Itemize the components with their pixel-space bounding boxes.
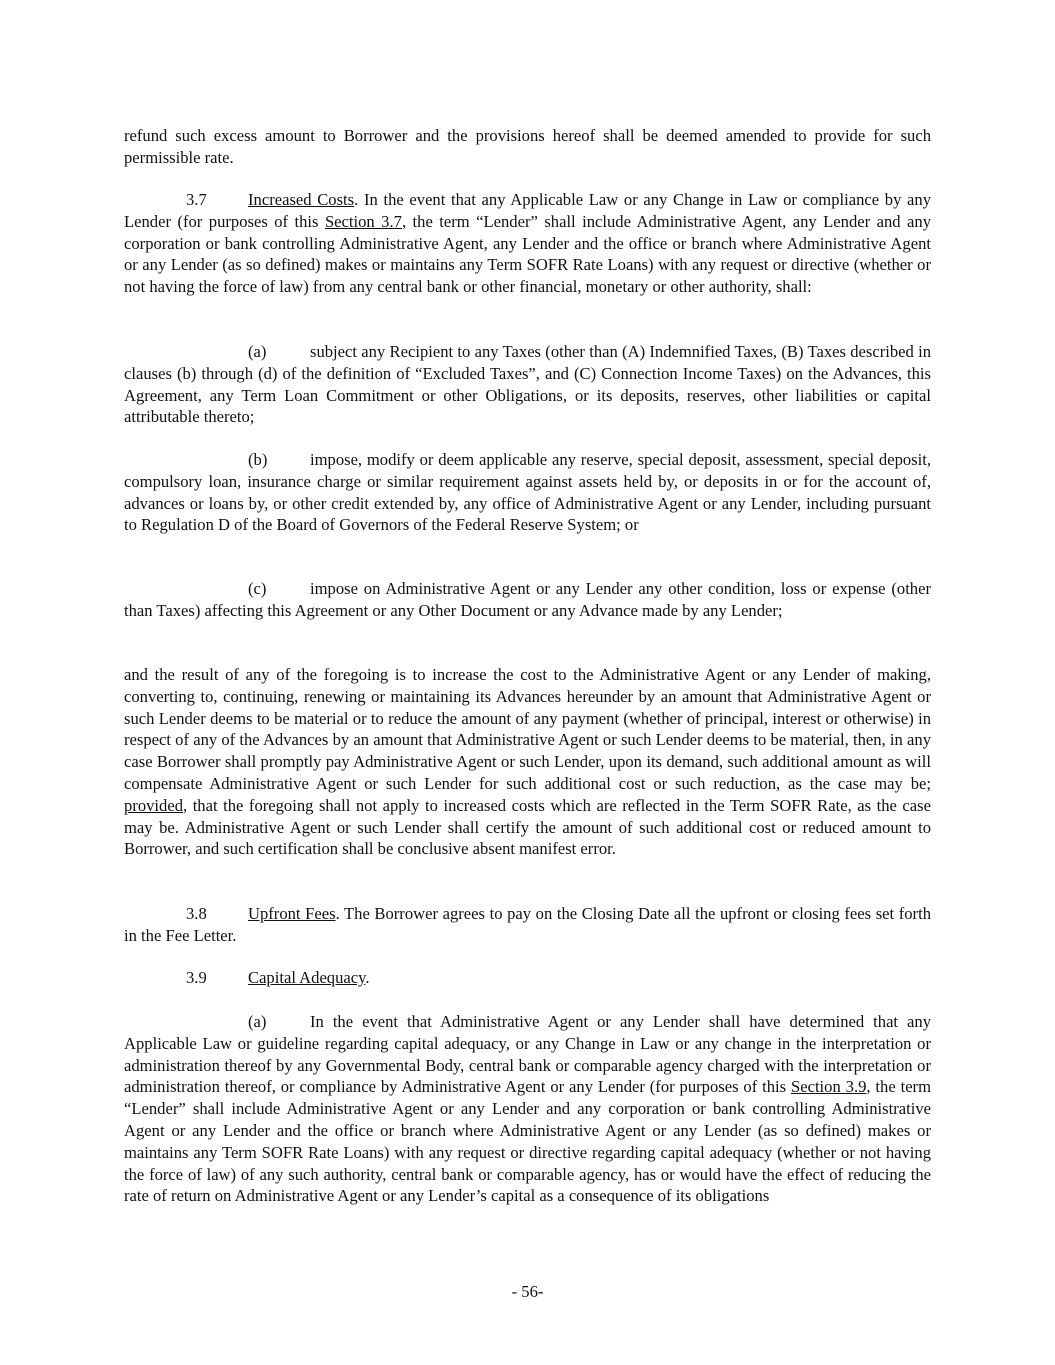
clause-label: (a) <box>248 342 267 361</box>
clause-text: In the event that Administrative Agent or any Lender shall have determined that any Applicable Law or guideline regarding capital adequacy, or any Change in Law or any change in the interpretation or administration thereof by any Governmental Body, central bank or comparable agency charged with the interpretation or administration thereof, or compliance by Administrative Agent or any Lender (for purposes of this <box>124 1012 931 1097</box>
section-number: 3.9 <box>186 968 207 987</box>
clause-3-7-c <box>124 578 931 622</box>
paragraph-text: and the result of any of the foregoing is to increase the cost to the Administrative Agent or any Lender of making, converting to, continuing, renewing or maintaining its Advances hereunder by an amount that Administrative Agent or such Lender deems to be material or to reduce the amount of any payment (whether of principal, interest or otherwise) in respect of any of the Advances by an amount that Administrative Agent or such Lender deems to be material, then, in any case Borrower shall promptly pay Administrative Agent or such Lender, upon its demand, such additional amount as will compensate Administrative Agent or such Lender for such additional cost or such reduction, as the case may be; <box>124 665 931 793</box>
paragraph-text: , that the foregoing shall not apply to increased costs which are reflected in the Term SOFR Rate, as the case may be. Administrative Agent or such Lender shall certify the amount of such additional cost or reduced amount to Borrower, and such certification shall be conclusive absent manifest error. <box>124 795 931 859</box>
section-text: . The Borrower agrees to pay on the Closing Date all the upfront or closing fees set forth in the Fee Letter. <box>124 904 931 945</box>
paragraph-text: refund such excess amount to Borrower and the provisions hereof shall be deemed amended to provide for such permissible rate. <box>124 126 931 167</box>
provided-term: provided <box>124 795 183 815</box>
clause-text: impose, modify or deem applicable any reserve, special deposit, assessment, special deposit, compulsory loan, insurance charge or similar requirement against assets held by, or deposits in or for the account of, advances or loans by, or other credit extended by, any office of Administrative Agent or any Lender, including pursuant to Regulation D of the Board of Governors of the Federal Reserve System; or <box>124 450 931 535</box>
clause-label: (c) <box>248 579 267 598</box>
section-number: 3.7 <box>186 190 207 209</box>
section-heading: Upfront Fees <box>248 904 336 923</box>
section-text: . <box>365 968 370 987</box>
section-reference: Section 3.9 <box>790 1077 867 1097</box>
clause-3-7-b <box>124 449 931 536</box>
section-3-8 <box>124 903 931 947</box>
section-text: . In the event that any Applicable Law or any Change in Law or compliance by any Lender (for purposes of this <box>124 190 932 231</box>
clause-label: (b) <box>248 450 268 469</box>
section-heading: Capital Adequacy <box>248 968 366 987</box>
clause-text: , the term “Lender” shall include Administrative Agent or any Lender and any corporation or bank controlling Administrative Agent or any Lender and the office or branch where Administrative Agent or any Lender (as so defined) makes or maintains any Term SOFR Rate Loans) with any request or directive regarding capital adequacy (whether or not having the force of law) of any such authority, central bank or comparable agency, has or would have the effect of reducing the rate of return on Administrative Agent or any Lender’s capital as a consequence of its obligations <box>124 1077 931 1206</box>
clause-3-9-a <box>124 1011 931 1207</box>
section-3-7-tail <box>124 664 931 860</box>
clause-label: (a) <box>248 1012 267 1031</box>
section-heading: Increased Costs <box>248 190 355 209</box>
clause-text: impose on Administrative Agent or any Lender any other condition, loss or expense (other than Taxes) affecting this Agreement or any Other Document or any Advance made by any Lender; <box>124 579 931 620</box>
clause-text: subject any Recipient to any Taxes (other than (A) Indemnified Taxes, (B) Taxes described in clauses (b) through (d) of the definition of “Excluded Taxes”, and (C) Connection Income Taxes) on the Advances, this Agreement, any Term Loan Commitment or other Obligations, or its deposits, reserves, other liabilities or capital attributable thereto; <box>124 342 931 427</box>
section-reference: Section 3.7 <box>324 211 402 231</box>
clause-3-7-a <box>124 341 931 428</box>
section-number: 3.8 <box>186 904 207 923</box>
section-3-9 <box>124 967 931 989</box>
page-number: - 56- <box>511 1282 544 1301</box>
section-text: , the term “Lender” shall include Administrative Agent, any Lender and any corporation or bank controlling Administrative Agent, any Lender and the office or branch where Administrative Agent or any Lender (as so defined) makes or maintains any Term SOFR Rate Loans) with any request or directive (whether or not having the force of law) from any central bank or other financial, monetary or other authority, shall: <box>124 211 931 297</box>
section-3-7 <box>124 189 931 298</box>
paragraph-continuation <box>124 125 931 169</box>
